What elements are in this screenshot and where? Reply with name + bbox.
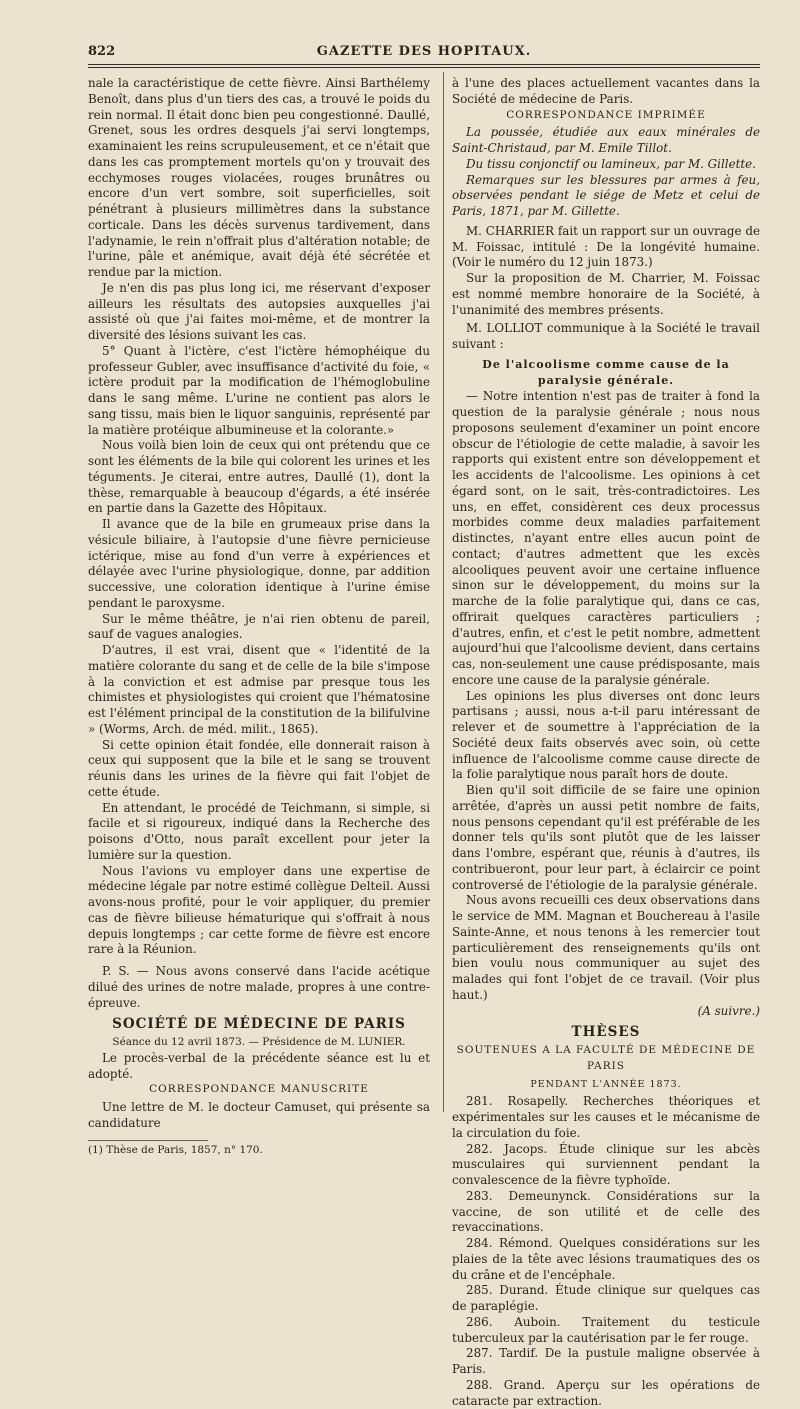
paragraph: Nous avons recueilli ces deux observations dans le service de MM. Magnan et Bouchereau à l'asile Sainte-Anne, et nous tenons à les remercier tout particulièrement des renseignements qu'ils ont bien voulu nous communiquer au sujet des malades qui font l'objet de ce travail. (Voir plus haut.)	[452, 893, 760, 1002]
paragraph: En attendant, le procédé de Teichmann, si simple, si facile et si rigoureux, indiqué dans la Recherche des poisons d'Otto, nous paraît excellent pour jeter la lumière sur la question.	[88, 800, 430, 862]
paragraph: Nous l'avions vu employer dans une expertise de médecine légale par notre estimé collègue Delteil. Aussi avons-nous profité, pour le voir appliquer, du premier cas de fièvre bilieuse hématurique qui s'offrait à nous depuis longtemps ; car cette forme de fièvre est encore rare à la Réunion.	[88, 863, 430, 957]
theses-year: PENDANT L'ANNÉE 1873.	[530, 1078, 682, 1090]
proces-verbal: Le procès-verbal de la précédente séance est lu et adopté.	[88, 1050, 430, 1081]
thesis-item: 282. Jacops. Étude clinique sur les abcès musculaires qui surviennent pendant la convalescence de la fièvre typhoïde.	[452, 1141, 760, 1187]
paragraph: Une lettre de M. le docteur Camuset, qui présente sa candidature	[88, 1100, 430, 1130]
society-title: SOCIÉTÉ DE MÉDECINE DE PARIS	[112, 1016, 406, 1033]
article-title: De l'alcoolisme comme cause de la paralysie générale.	[482, 357, 730, 387]
thesis-item: 283. Demeunynck. Considérations sur la vaccine, de son utilité et de celle des revaccinations.	[452, 1188, 760, 1235]
thesis-item: 285. Durand. Étude clinique sur quelques cas de paraplégie.	[452, 1283, 760, 1313]
paragraph: Nous voilà bien loin de ceux qui ont prétendu que ce sont les éléments de la bile qui colorent les urines et les téguments. Je citerai, entre autres, Daullé (1), dont la thèse, remarquable à beaucoup d'égards, a été insérée en partie dans la Gazette des Hôpitaux.	[88, 438, 430, 516]
postscript: P. S. — Nous avons conservé dans l'acide acétique dilué des urines de notre malade, propres à une contre-épreuve.	[88, 964, 430, 1010]
paragraph: — Notre intention n'est pas de traiter à fond la question de la paralysie générale ; nous nous proposons seulement d'examiner un point encore obscur de l'étiologie de cette maladie, à savoir les rapports qui existent entre son développement et les accidents de l'alcoolisme. Les opinions à cet égard sont, on le sait, très-contradictoires. Les uns, en effet, considèrent ces deux processus morbides comme deux maladies parfaitement distinctes, n'ayant entre elles aucun point de contact; d'autres admettent que les excès alcooliques peuvent avoir une certaine influence sinon sur le développement, du moins sur la marche de la folie paralytique qui, dans ce cas, offrirait quelques caractères particuliers ; d'autres, enfin, et c'est le petit nombre, admettent aujourd'hui que l'alcoolisme devient, dans certains cas, non-seulement une cause prédisposante, mais encore une cause de la paralysie générale.	[452, 389, 760, 687]
paragraph: Il avance que de la bile en grumeaux prise dans la vésicule biliaire, à l'autopsie d'une fièvre pernicieuse ictérique, mise au fond d'un verre à expériences et délayée avec l'urine physiologique, donne, par addition successive, une coloration identique à l'urine émise pendant le paroxysme.	[88, 517, 430, 610]
list-item: Du tissu conjonctif ou lamineux, par M. Gillette.	[466, 156, 756, 171]
thesis-item: 288. Grand. Aperçu sur les opérations de cataracte par extraction.	[452, 1377, 760, 1408]
footnote: (1) Thèse de Paris, 1857, n° 170.	[88, 1143, 263, 1156]
left-column	[88, 76, 430, 1158]
paragraph: M. LOLLIOT communique à la Société le travail suivant :	[452, 321, 760, 351]
paragraph: à l'une des places actuellement vacantes dans la Société de médecine de Paris.	[452, 76, 760, 106]
page-header	[88, 44, 760, 66]
paragraph: Les opinions les plus diverses ont donc leurs partisans ; aussi, nous a-t-il paru intéressant de relever et de soumettre à l'appréciation de la Société deux faits observés avec soin, où cette influence de l'alcoolisme comme cause directe de la folie paralytique nous paraît hors de doute.	[452, 688, 760, 782]
theses-subtitle: SOUTENUES A LA FACULTÉ DE MÉDECINE DE PARIS	[456, 1044, 756, 1072]
journal-title: GAZETTE DES HOPITAUX.	[316, 44, 532, 59]
paragraph: Bien qu'il soit difficile de se faire une opinion arrêtée, d'après un aussi petit nombre de faits, nous pensons cependant qu'il est préférable de les donner tels qu'ils sont plutôt que de les laisser dans l'ombre, espérant que, réunis à d'autres, ils contribueront, pour leur part, à éclaircir ce point controversé de l'étiologie de la paralysie générale.	[452, 783, 760, 892]
paragraph: Sur la proposition de M. Charrier, M. Foissac est nommé membre honoraire de la Société, à l'unanimité des membres présents.	[452, 271, 760, 317]
thesis-item: 284. Rémond. Quelques considérations sur les plaies de la tête avec lésions traumatiques des os du crâne et de l'encéphale.	[452, 1236, 760, 1282]
column-divider	[443, 72, 444, 1112]
list-item: La poussée, étudiée aux eaux minérales de Saint-Christaud, par M. Emile Tillot.	[452, 125, 760, 155]
header-rule-top	[88, 64, 760, 65]
header-rule-bottom	[88, 67, 760, 68]
theses-title: THÈSES	[571, 1024, 641, 1041]
paragraph: Sur le même théâtre, je n'ai rien obtenu de pareil, sauf de vagues analogies.	[88, 611, 430, 642]
paragraph: D'autres, il est vrai, disent que « l'identité de la matière colorante du sang et de celle de la bile s'impose à la conviction et est admise par presque tous les chimistes et physiologistes qui croient que l'hématosine est l'élément principal de la constitution de la bilifulvine » (Worms, Arch. de méd. milit., 1865).	[88, 643, 430, 736]
paragraph: Si cette opinion était fondée, elle donnerait raison à ceux qui supposent que la bile et le sang se trouvent réunis dans les urines de la fièvre qui fait l'objet de cette étude.	[88, 737, 430, 799]
thesis-item: 287. Tardif. De la pustule maligne observée à Paris.	[452, 1346, 760, 1376]
thesis-item: 281. Rosapelly. Recherches théoriques et expérimentales sur les causes et le mécanisme de la circulation du foie.	[452, 1094, 760, 1140]
paragraph: 5° Quant à l'ictère, c'est l'ictère hémophéique du professeur Gubler, avec insuffisance d'activité du foie, « ictère produit par la modification de l'hémoglobuline dans le sang même. L'urine ne contient pas alors le sang tissu, mais bien le liquor sanguinis, représenté par la matière protéique albumineuse et la colorante.»	[88, 343, 430, 437]
paragraph: M. CHARRIER fait un rapport sur un ouvrage de M. Foissac, intitulé : De la longévité humaine. (Voir le numéro du 12 juin 1873.)	[452, 223, 760, 270]
thesis-item: 286. Auboin. Traitement du testicule tuberculeux par la cautérisation par le fer rouge.	[452, 1314, 760, 1345]
right-column	[452, 76, 760, 1409]
list-item: Remarques sur les blessures par armes à feu, observées pendant le siége de Metz et celui de Paris, 1871, par M. Gillette.	[452, 172, 760, 218]
paragraph: Je n'en dis pas plus long ici, me réservant d'exposer ailleurs les résultats des autopsies auxquelles j'ai assisté où que j'ai faites moi-même, et de montrer la diversité des lésions suivant les cas.	[88, 280, 430, 342]
correspondance-imprimee-title: CORRESPONDANCE IMPRIMÉE	[506, 108, 706, 121]
paragraph: nale la caractéristique de cette fièvre. Ainsi Barthélemy Benoît, dans plus d'un tiers des cas, a trouvé le poids du rein normal. Il était donc bien peu congestionné. Daullé, Grenet, sous les ordres desquels j'ai servi longtemps, examinaient les reins scrupuleusement, et ce n'était que dans les cas promptement mortels qu'on y trouvait des ecchymoses rouges violacées, rouges brunâtres ou encore d'un vert sombre, soit superficielles, soit pénétrant à plusieurs millimètres dans la substance corticale. Dans les décès survenus tardivement, dans l'adynamie, le rein n'offrait plus d'altération notable; de l'urine, pâle et anémique, avait déjà été sécrétée et rendue par la miction.	[88, 76, 430, 279]
correspondance-title: CORRESPONDANCE MANUSCRITE	[149, 1083, 369, 1096]
to-be-continued: (A suivre.)	[697, 1003, 760, 1018]
page-number: 822	[88, 44, 116, 59]
seance-line: Séance du 12 avril 1873. — Présidence de M. LUNIER.	[112, 1036, 406, 1048]
